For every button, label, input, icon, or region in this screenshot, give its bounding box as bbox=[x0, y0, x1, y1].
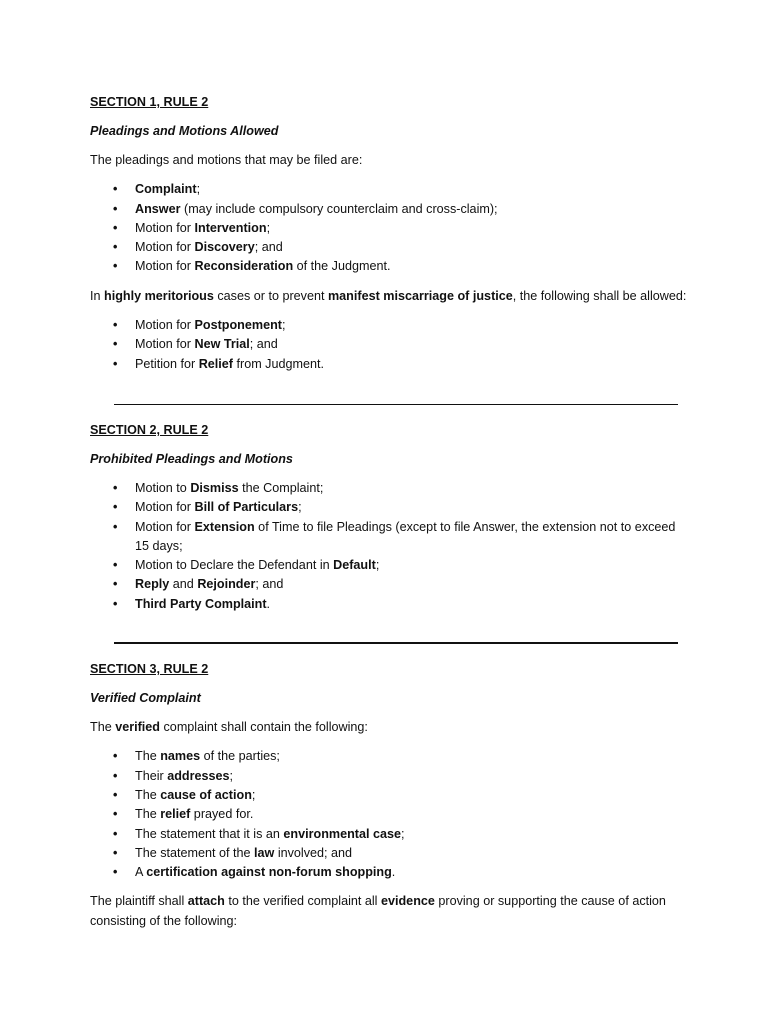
bold-term: evidence bbox=[380, 894, 435, 909]
bold-term: Extension bbox=[194, 519, 255, 534]
list-item-text: The cause of action; bbox=[135, 787, 256, 802]
bold-term: relief bbox=[160, 807, 191, 822]
bold-term: Postponement bbox=[194, 318, 282, 333]
bullet-icon: • bbox=[113, 201, 118, 216]
bullet-icon: • bbox=[113, 749, 118, 764]
list-item bbox=[90, 575, 690, 594]
list-item bbox=[90, 786, 690, 805]
list-item-text: Motion for Bill of Particulars; bbox=[135, 500, 302, 515]
bold-term: Reconsideration bbox=[194, 259, 294, 274]
list-item bbox=[90, 335, 690, 354]
bullet-icon: • bbox=[113, 768, 118, 783]
bold-term: cause of action bbox=[160, 787, 252, 802]
list-item bbox=[90, 200, 690, 219]
list-item bbox=[90, 219, 690, 238]
list-item bbox=[90, 747, 690, 766]
list-item-text: Petition for Relief from Judgment. bbox=[135, 356, 324, 371]
bullet-icon: • bbox=[113, 807, 118, 822]
bullet-icon: • bbox=[113, 787, 118, 802]
bold-term: Complaint bbox=[135, 182, 197, 197]
bullet-icon: • bbox=[113, 845, 118, 860]
bold-term: Bill of Particulars bbox=[194, 500, 299, 515]
section-3-intro: The verified complaint shall contain the following: bbox=[90, 720, 368, 735]
bullet-icon: • bbox=[113, 240, 118, 255]
list-item-text: Motion for Intervention; bbox=[135, 220, 271, 235]
list-item-text: Motion for New Trial; and bbox=[135, 337, 278, 352]
section-1-intro: The pleadings and motions that may be filed are: bbox=[90, 153, 363, 167]
divider-2 bbox=[114, 642, 678, 644]
section-3-title: Verified Complaint bbox=[90, 691, 201, 706]
bold-term: highly meritorious bbox=[104, 288, 214, 303]
bullet-icon: • bbox=[113, 577, 118, 592]
bold-term: names bbox=[160, 749, 201, 764]
bullet-icon: • bbox=[113, 519, 118, 534]
list-item-text: The statement of the law involved; and bbox=[135, 845, 353, 860]
bold-term: New Trial bbox=[194, 337, 250, 352]
list-item bbox=[90, 257, 690, 276]
bold-term: Default bbox=[333, 558, 376, 573]
list-item-text: The relief prayed for. bbox=[135, 807, 254, 822]
bold-term: Dismiss bbox=[190, 480, 239, 495]
list-item-text: Motion for Discovery; and bbox=[135, 240, 283, 255]
bullet-icon: • bbox=[113, 356, 118, 371]
bullet-icon: • bbox=[113, 865, 118, 880]
bold-term: verified bbox=[115, 720, 161, 735]
bullet-icon: • bbox=[113, 259, 118, 274]
list-item bbox=[90, 805, 690, 824]
bullet-icon: • bbox=[113, 182, 118, 197]
list-item-text: Reply and Rejoinder; and bbox=[135, 577, 284, 592]
list-item-text: Motion for Reconsideration of the Judgment. bbox=[135, 259, 391, 274]
list-item-text: Motion for Postponement; bbox=[135, 318, 286, 333]
bullet-icon: • bbox=[113, 826, 118, 841]
bold-term: Discovery bbox=[194, 240, 255, 255]
section-1-list-2 bbox=[90, 316, 690, 374]
bullet-icon: • bbox=[113, 318, 118, 333]
bold-term: environmental case bbox=[283, 826, 401, 841]
list-item bbox=[90, 556, 690, 575]
list-item bbox=[90, 355, 690, 374]
list-item bbox=[90, 863, 690, 882]
bullet-icon: • bbox=[113, 220, 118, 235]
section-2-list bbox=[90, 479, 690, 614]
section-2-heading: SECTION 2, RULE 2 bbox=[90, 422, 209, 437]
bold-term: attach bbox=[187, 894, 225, 909]
list-item bbox=[90, 479, 690, 498]
document-page bbox=[90, 93, 690, 941]
bold-term: manifest miscarriage of justice bbox=[327, 288, 513, 303]
section-3-list bbox=[90, 747, 690, 882]
list-item bbox=[90, 825, 690, 844]
list-item bbox=[90, 767, 690, 786]
bullet-icon: • bbox=[113, 480, 118, 495]
bullet-icon: • bbox=[113, 500, 118, 515]
section-2-title: Prohibited Pleadings and Motions bbox=[90, 451, 293, 466]
bold-term: law bbox=[254, 845, 275, 860]
list-item bbox=[90, 844, 690, 863]
bold-term: Rejoinder bbox=[197, 577, 256, 592]
section-1-title: Pleadings and Motions Allowed bbox=[90, 124, 279, 138]
bold-term: Answer bbox=[135, 201, 181, 216]
bold-term: Relief bbox=[198, 356, 233, 371]
list-item bbox=[90, 518, 690, 557]
bullet-icon: • bbox=[113, 337, 118, 352]
list-item bbox=[90, 180, 690, 199]
bullet-icon: • bbox=[113, 596, 118, 611]
list-item-text: Answer (may include compulsory counterclaim and cross-claim); bbox=[135, 201, 498, 216]
bold-term: Reply bbox=[135, 577, 170, 592]
list-item-text: The statement that it is an environmental case; bbox=[135, 826, 405, 841]
list-item bbox=[90, 238, 690, 257]
bold-term: Third Party Complaint bbox=[135, 596, 267, 611]
bold-term: Intervention bbox=[194, 220, 267, 235]
list-item-text: Their addresses; bbox=[135, 768, 234, 783]
list-item bbox=[90, 316, 690, 335]
section-1-heading: SECTION 1, RULE 2 bbox=[90, 95, 209, 109]
bold-term: addresses bbox=[167, 768, 230, 783]
list-item-text: Motion to Dismiss the Complaint; bbox=[135, 480, 324, 495]
section-3-heading: SECTION 3, RULE 2 bbox=[90, 662, 209, 677]
list-item bbox=[90, 498, 690, 517]
section-1-paragraph-2: In highly meritorious cases or to prevent manifest miscarriage of justice, the following shall be allowed: bbox=[90, 288, 687, 303]
section-3-paragraph-2: The plaintiff shall attach to the verified complaint all evidence proving or supporting the cause of action consisting of the following: bbox=[90, 894, 666, 928]
bullet-icon: • bbox=[113, 558, 118, 573]
list-item-text: Third Party Complaint. bbox=[135, 596, 271, 611]
divider-1 bbox=[114, 404, 678, 405]
list-item-text: Complaint; bbox=[135, 182, 201, 197]
list-item bbox=[90, 595, 690, 614]
list-item-text: A certification against non-forum shopping. bbox=[135, 865, 396, 880]
bold-term: certification against non-forum shopping bbox=[146, 865, 392, 880]
list-item-text: The names of the parties; bbox=[135, 749, 280, 764]
list-item-text: Motion to Declare the Defendant in Default; bbox=[135, 558, 380, 573]
list-item-text: Motion for Extension of Time to file Pleadings (except to file Answer, the extension not to exceed 15 days; bbox=[135, 519, 676, 553]
section-1-list bbox=[90, 180, 690, 276]
